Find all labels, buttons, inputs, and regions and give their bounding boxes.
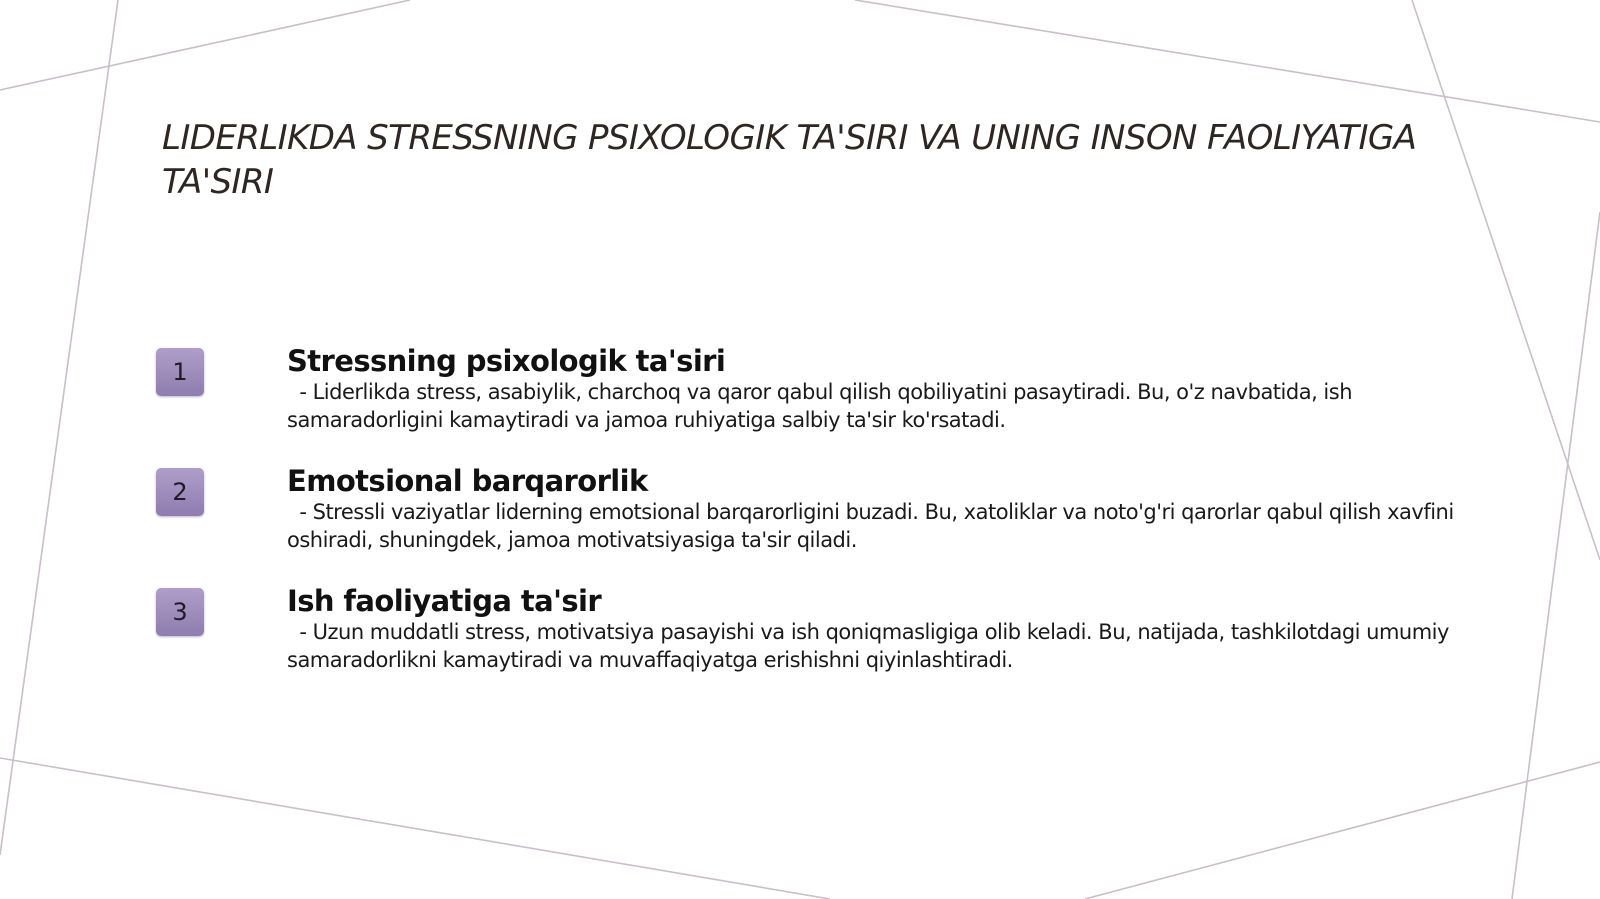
item-description: - Stressli vaziyatlar liderning emotsional barqarorligini buzadi. Bu, xatoliklar va noto'g'ri qarorlar qabul qilish xavfini oshiradi, shuningdek, jamoa motivatsiyasiga ta'sir qiladi. xyxy=(287,500,1460,552)
item-heading: Ish faoliyatiga ta'sir xyxy=(287,584,602,618)
item-heading: Stressning psixologik ta'siri xyxy=(287,344,726,378)
item-description: - Liderlikda stress, asabiylik, charchoq va qaror qabul qilish qobiliyatini pasaytiradi. Bu, o'z navbatida, ish samaradorligini kamaytiradi va jamoa ruhiyatiga salbiy ta'sir ko'rsatadi. xyxy=(287,380,1359,432)
number-badge: 2 xyxy=(156,468,204,516)
item-description: - Uzun muddatli stress, motivatsiya pasayishi va ish qoniqmasligiga olib keladi. Bu, natijada, tashkilotdagi umumiy samaradorlikni kamaytiradi va muvaffaqiyatga erishishni qiyinlashtiradi. xyxy=(287,620,1456,672)
number-badge: 3 xyxy=(156,588,204,636)
number-badge: 1 xyxy=(156,348,204,396)
slide-title: LIDERLIKDA STRESSNING PSIXOLOGIK TA'SIRI VA UNING INSON FAOLIYATIGA TA'SIRI xyxy=(162,118,1417,202)
item-heading: Emotsional barqarorlik xyxy=(287,464,648,498)
